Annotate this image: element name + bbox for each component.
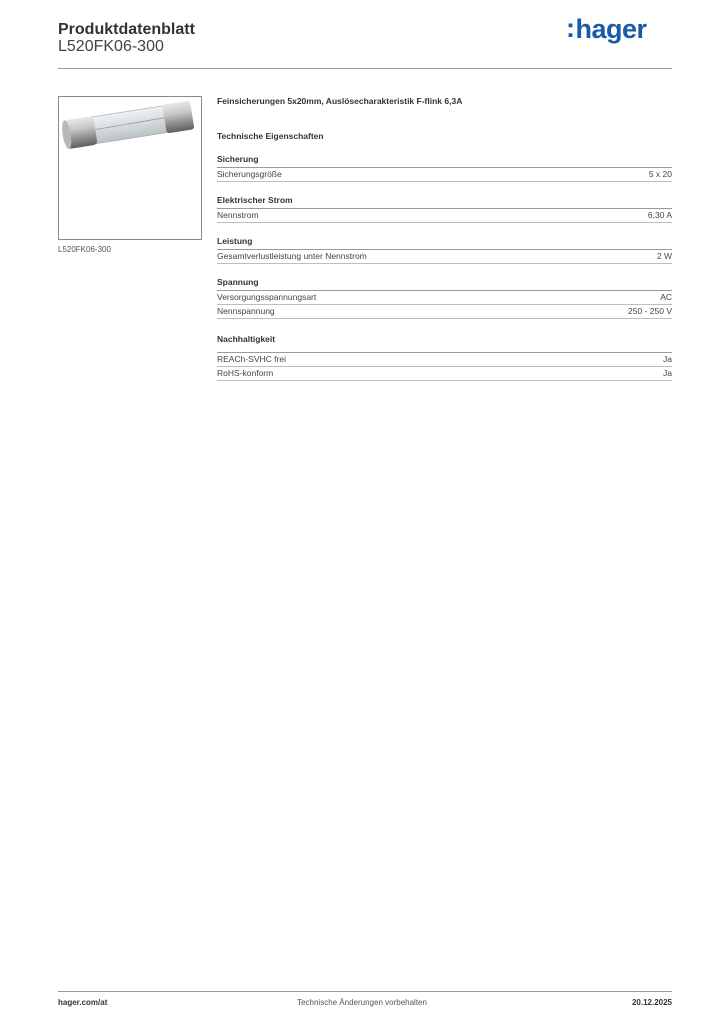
spec-row: [217, 291, 672, 305]
footer-date: 20.12.2025: [631, 998, 672, 1007]
spec-row: [217, 168, 672, 182]
spec-value: AC: [660, 292, 672, 302]
header-divider: [58, 68, 672, 69]
group-title: Nachhaltigkeit: [217, 334, 276, 344]
spec-group-sicherung: [217, 154, 672, 182]
spec-row: [217, 305, 672, 319]
spec-value: Ja: [663, 368, 672, 378]
hager-logo: :hager: [566, 13, 647, 44]
spec-value: 2 W: [656, 251, 672, 261]
spec-row: [217, 250, 672, 264]
group-title: Elektrischer Strom: [217, 195, 293, 205]
spec-label: Nennstrom: [217, 210, 259, 220]
spec-label: Nennspannung: [217, 306, 275, 316]
spec-value: 250 - 250 V: [628, 306, 672, 316]
group-title: Spannung: [217, 277, 259, 287]
product-description: Feinsicherungen 5x20mm, Auslösecharakteristik F-flink 6,3A: [217, 96, 463, 106]
spec-content: [217, 96, 672, 381]
spec-value: 5 x 20: [648, 169, 672, 179]
logo-text: hager: [575, 14, 647, 44]
fuse-image: [59, 97, 201, 239]
spec-label: Gesamtverlustleistung unter Nennstrom: [217, 251, 367, 261]
spec-label: RoHS-konform: [217, 368, 274, 378]
spec-group-leistung: [217, 236, 672, 264]
group-title: Leistung: [217, 236, 253, 246]
section-title: Technische Eigenschaften: [217, 131, 324, 141]
spec-label: REACh-SVHC frei: [217, 354, 286, 364]
spec-group-spannung: [217, 277, 672, 319]
footer-website: hager.com/at: [58, 998, 108, 1007]
page-title: Produktdatenblatt: [58, 21, 195, 38]
spec-group-nachhaltigkeit: [217, 334, 672, 381]
spec-group-elektrischer-strom: [217, 195, 672, 223]
footer-divider: [58, 991, 672, 992]
spec-value: 6,30 A: [647, 210, 672, 220]
image-caption: L520FK06-300: [58, 245, 111, 254]
footer-notice: Technische Änderungen vorbehalten: [297, 998, 427, 1007]
spec-label: Sicherungsgröße: [217, 169, 282, 179]
spec-row: [217, 367, 672, 381]
spec-label: Versorgungsspannungsart: [217, 292, 317, 302]
spec-value: Ja: [663, 354, 672, 364]
spec-row: [217, 209, 672, 223]
group-title: Sicherung: [217, 154, 259, 164]
spec-row: [217, 353, 672, 367]
product-code: L520FK06-300: [58, 38, 164, 55]
product-image: [58, 96, 202, 240]
